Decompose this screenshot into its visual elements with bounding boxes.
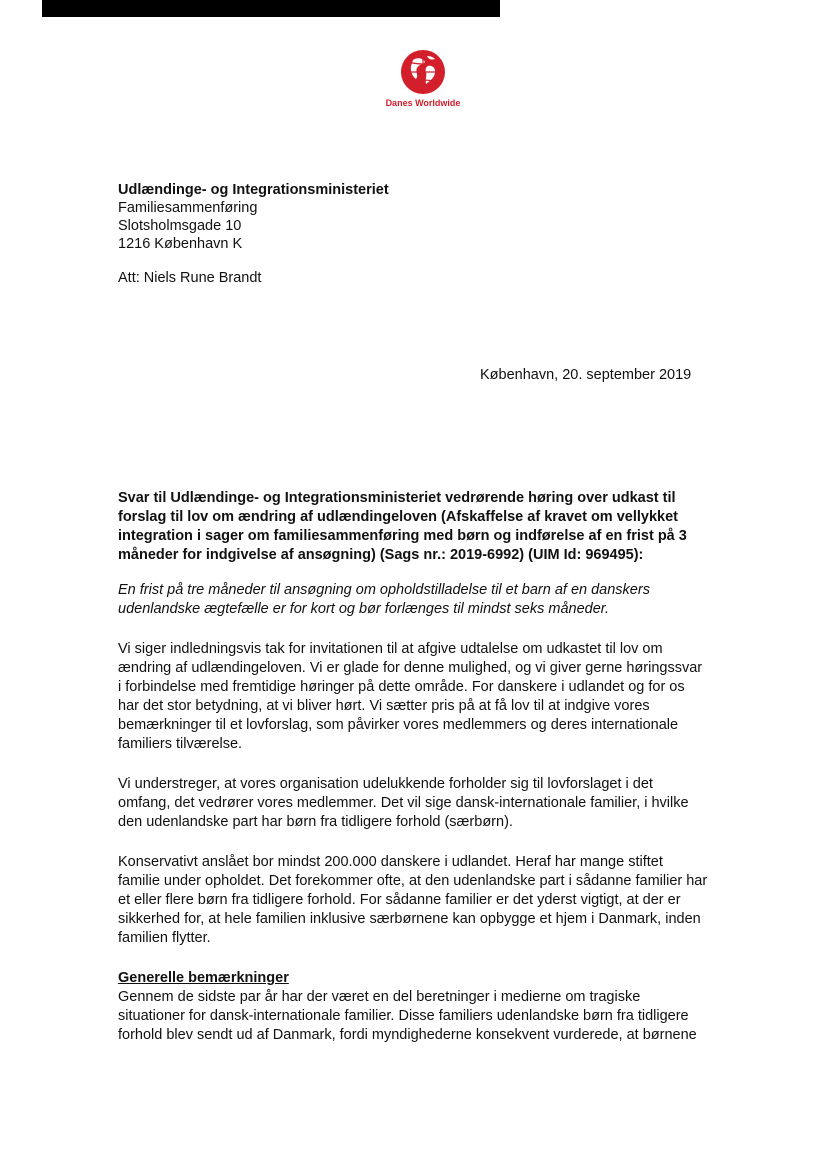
- body-paragraph: Konservativt anslået bor mindst 200.000 danskere i udlandet. Heraf har mange stiftet familie under opholdet. Det forekommer ofte, at den udenlandske part i sådanne familier har et eller flere børn fra tidligere forhold. For sådanne familier er det yderst vigtigt, at der er sikkerhed for, at hele familien inklusive særbørnene kan opbygge et hjem i Danmark, inden familien flytter.: [118, 854, 708, 946]
- body-paragraph: Vi siger indledningsvis tak for invitationen til at afgive udtalelse om udkastet til lov om ændring af udlændingeloven. Vi er glade for denne mulighed, og vi giver gerne høringssvar i forbindelse med fremtidige høringer på dette område. For danskere i udlandet og for os har det stor betydning, at vi bliver hørt. Vi sætter pris på at få lov til at indgive vores bemærkninger til et lovforslag, som påvirker vores medlemmers og deres internationale familiers tilværelse.: [118, 641, 703, 752]
- body-paragraph: Vi understreger, at vores organisation udelukkende forholder sig til lovforslaget i det omfang, det vedrører vores medlemmer. Det vil sige dansk-internationale familier, i hvilke den udenlandske part har børn fra tidligere forhold (særbørn).: [118, 776, 689, 830]
- recipient-city: 1216 København K: [118, 236, 243, 252]
- recipient-att: Att: Niels Rune Brandt: [118, 270, 262, 286]
- logo-text: Danes Worldwide: [385, 98, 461, 108]
- recipient-street: Slotsholmsgade 10: [118, 218, 242, 234]
- subject-heading: Svar til Udlændinge- og Integrationsministeriet vedrørende høring over udkast til forslag til lov om ændring af udlændingeloven (Afskaffelse af kravet om vellykket integration i sager om familiesammenføring med børn og indførelse af en frist på 3 måneder for indgivelse af ansøgning) (Sags nr.: 2019-6992) (UIM Id: 969495):: [118, 490, 687, 563]
- lead-summary: En frist på tre måneder til ansøgning om opholdstilladelse til et barn af en danskers udenlandske ægtefælle er for kort og bør forlænges til mindst seks måneder.: [118, 582, 650, 617]
- letter-date: København, 20. september 2019: [480, 367, 692, 383]
- recipient-department: Familiesammenføring: [118, 200, 258, 216]
- top-black-bar: [42, 0, 500, 17]
- section-title: Generelle bemærkninger: [118, 970, 289, 986]
- letter-body: [118, 489, 708, 1066]
- danes-worldwide-logo: [375, 48, 471, 112]
- recipient-address: [118, 181, 389, 287]
- section-paragraph: Gennem de sidste par år har der været en del beretninger i medierne om tragiske situationer for dansk-internationale familier. Disse familiers udenlandske børn fra tidligere forhold blev sendt ud af Danmark, fordi myndighederne konsekvent vurderede, at børnene: [118, 989, 697, 1043]
- recipient-org: Udlændinge- og Integrationsministeriet: [118, 182, 389, 198]
- globe-icon: [399, 48, 447, 96]
